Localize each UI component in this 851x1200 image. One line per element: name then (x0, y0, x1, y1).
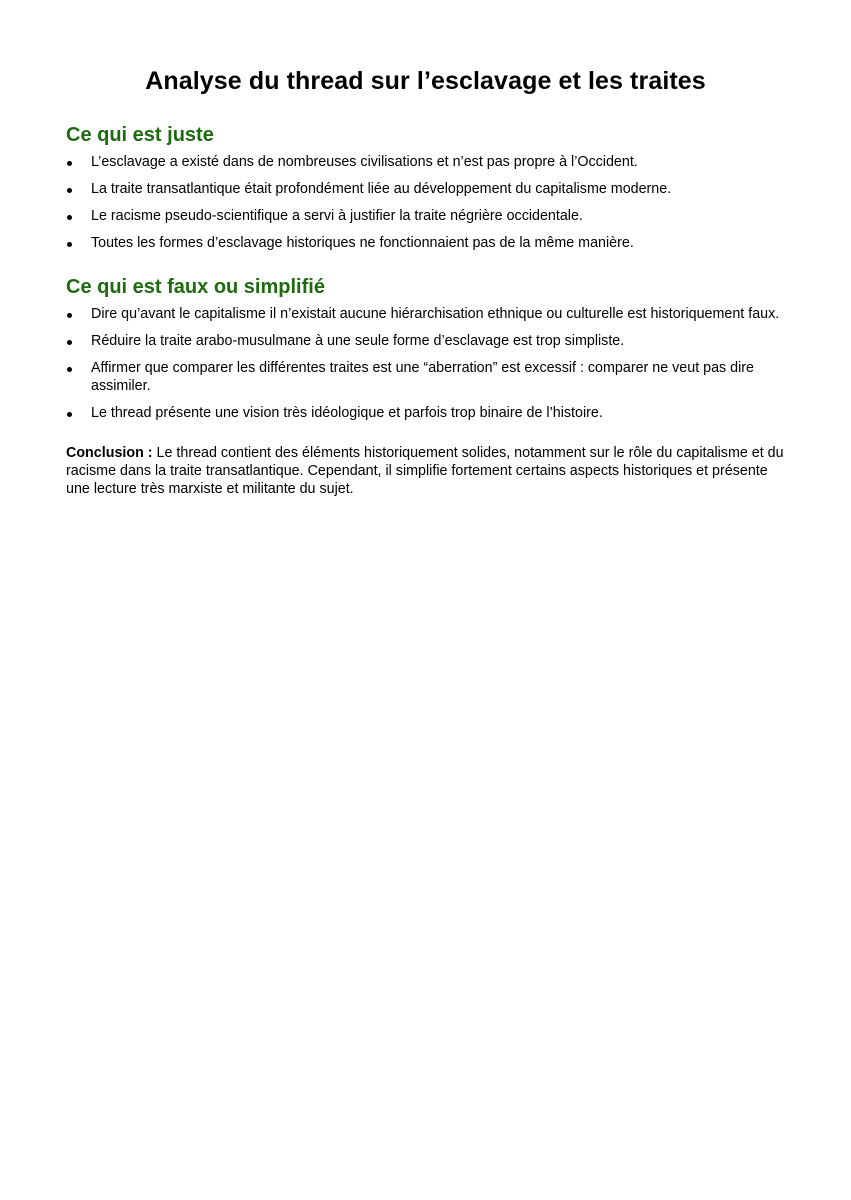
list-item (66, 404, 785, 422)
bullet-icon (67, 313, 72, 318)
bullet-icon (67, 161, 72, 166)
list-item (66, 207, 785, 225)
list-item-text: L’esclavage a existé dans de nombreuses civilisations et n’est pas propre à l’Occident. (91, 154, 638, 170)
list-item (66, 359, 785, 395)
conclusion-text: Le thread contient des éléments historiquement solides, notamment sur le rôle du capitalisme et du racisme dans la traite transatlantique. Cependant, il simplifie fortement certains aspects historiques et présente une lecture très marxiste et militante du sujet. (66, 445, 784, 497)
bullet-icon (67, 340, 72, 345)
list-item (66, 305, 785, 323)
bullet-icon (67, 242, 72, 247)
bullet-list-correct (66, 153, 785, 252)
list-item-text: Toutes les formes d’esclavage historiques ne fonctionnaient pas de la même manière. (91, 235, 634, 251)
bullet-list-false (66, 305, 785, 422)
list-item-text: Le thread présente une vision très idéologique et parfois trop binaire de l’histoire. (91, 405, 603, 421)
list-item-text: Le racisme pseudo-scientifique a servi à justifier la traite négrière occidentale. (91, 208, 583, 224)
document-title: Analyse du thread sur l’esclavage et les traites (145, 67, 706, 95)
list-item-text: Affirmer que comparer les différentes traites est une “aberration” est excessif : comparer ne veut pas dire assimiler. (91, 360, 754, 394)
list-item (66, 180, 785, 198)
section-heading-correct: Ce qui est juste (66, 124, 214, 146)
list-item (66, 153, 785, 171)
conclusion-paragraph (66, 444, 785, 498)
list-item-text: La traite transatlantique était profondément liée au développement du capitalisme moderne. (91, 181, 672, 197)
list-item (66, 332, 785, 350)
conclusion-label: Conclusion : (66, 445, 153, 461)
bullet-icon (67, 215, 72, 220)
bullet-icon (67, 367, 72, 372)
bullet-icon (67, 412, 72, 417)
section-heading-false: Ce qui est faux ou simplifié (66, 276, 325, 298)
list-item-text: Réduire la traite arabo-musulmane à une seule forme d’esclavage est trop simpliste. (91, 333, 625, 349)
list-item (66, 234, 785, 252)
bullet-icon (67, 188, 72, 193)
list-item-text: Dire qu’avant le capitalisme il n’existait aucune hiérarchisation ethnique ou culturelle est historiquement faux. (91, 306, 780, 322)
